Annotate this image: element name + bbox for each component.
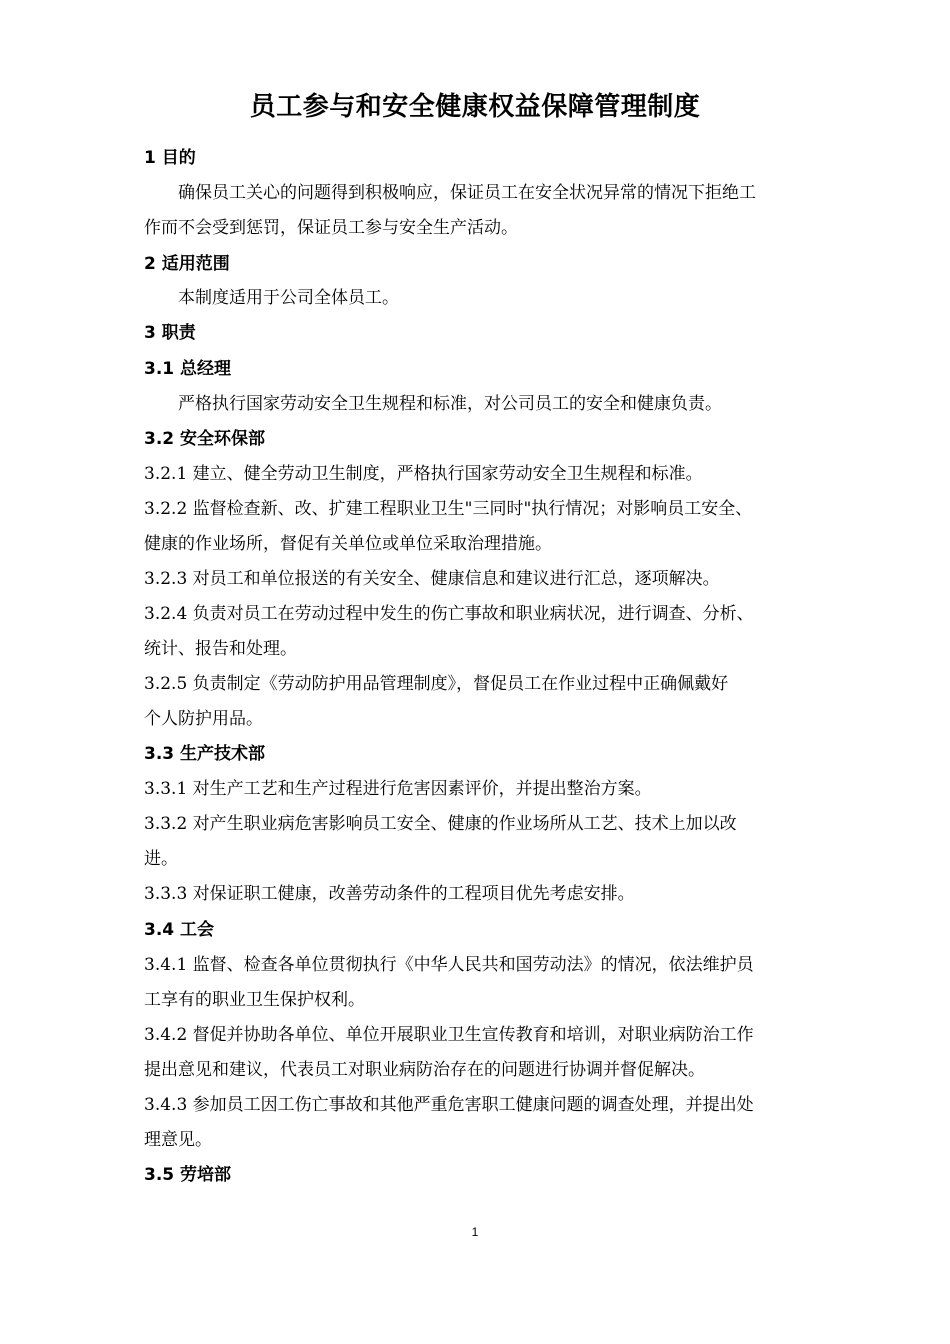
subsection-heading-union: 3.4 工会 <box>144 920 215 940</box>
paragraph-line: 本制度适用于公司全体员工。 <box>178 288 399 308</box>
clause-line: 理意见。 <box>144 1130 212 1150</box>
section-heading-purpose: 1 目的 <box>144 148 196 168</box>
clause-line: 3.4.3 参加员工因工伤亡事故和其他严重危害职工健康问题的调查处理，并提出处 <box>144 1095 754 1115</box>
section-heading-responsibilities: 3 职责 <box>144 323 196 343</box>
subsection-heading-general-manager: 3.1 总经理 <box>144 359 232 379</box>
document-title: 员工参与和安全健康权益保障管理制度 <box>249 92 701 122</box>
paragraph-line: 确保员工关心的问题得到积极响应，保证员工在安全状况异常的情况下拒绝工 <box>178 183 756 203</box>
clause-line: 健康的作业场所，督促有关单位或单位采取治理措施。 <box>144 534 552 554</box>
clause-line: 个人防护用品。 <box>144 709 263 729</box>
page-number: 1 <box>471 1225 479 1239</box>
clause-line: 3.2.2 监督检查新、改、扩建工程职业卫生"三同时"执行情况；对影响员工安全、 <box>144 499 753 519</box>
clause-line: 进。 <box>144 849 178 869</box>
clause-line: 工享有的职业卫生保护权利。 <box>144 990 365 1010</box>
clause-line: 3.4.2 督促并协助各单位、单位开展职业卫生宣传教育和培训，对职业病防治工作 <box>144 1025 754 1045</box>
subsection-heading-safety-env-dept: 3.2 安全环保部 <box>144 429 266 449</box>
subsection-heading-production-tech-dept: 3.3 生产技术部 <box>144 744 266 764</box>
clause-line: 3.2.4 负责对员工在劳动过程中发生的伤亡事故和职业病状况，进行调查、分析、 <box>144 604 754 624</box>
clause-line: 3.3.3 对保证职工健康，改善劳动条件的工程项目优先考虑安排。 <box>144 884 635 904</box>
clause-line: 3.2.1 建立、健全劳动卫生制度，严格执行国家劳动安全卫生规程和标准。 <box>144 464 703 484</box>
clause-line: 3.2.3 对员工和单位报送的有关安全、健康信息和建议进行汇总，逐项解决。 <box>144 569 720 589</box>
section-heading-scope: 2 适用范围 <box>144 254 230 274</box>
paragraph-line: 严格执行国家劳动安全卫生规程和标准，对公司员工的安全和健康负责。 <box>178 394 722 414</box>
clause-line: 统计、报告和处理。 <box>144 639 297 659</box>
clause-line: 3.4.1 监督、检查各单位贯彻执行《中华人民共和国劳动法》的情况，依法维护员 <box>144 955 754 975</box>
clause-line: 3.2.5 负责制定《劳动防护用品管理制度》，督促员工在作业过程中正确佩戴好 <box>144 674 729 694</box>
subsection-heading-labor-training-dept: 3.5 劳培部 <box>144 1165 232 1185</box>
clause-line: 3.3.1 对生产工艺和生产过程进行危害因素评价，并提出整治方案。 <box>144 779 652 799</box>
clause-line: 3.3.2 对产生职业病危害影响员工安全、健康的作业场所从工艺、技术上加以改 <box>144 814 737 834</box>
paragraph-line: 作而不会受到惩罚，保证员工参与安全生产活动。 <box>144 218 518 238</box>
clause-line: 提出意见和建议，代表员工对职业病防治存在的问题进行协调并督促解决。 <box>144 1060 705 1080</box>
